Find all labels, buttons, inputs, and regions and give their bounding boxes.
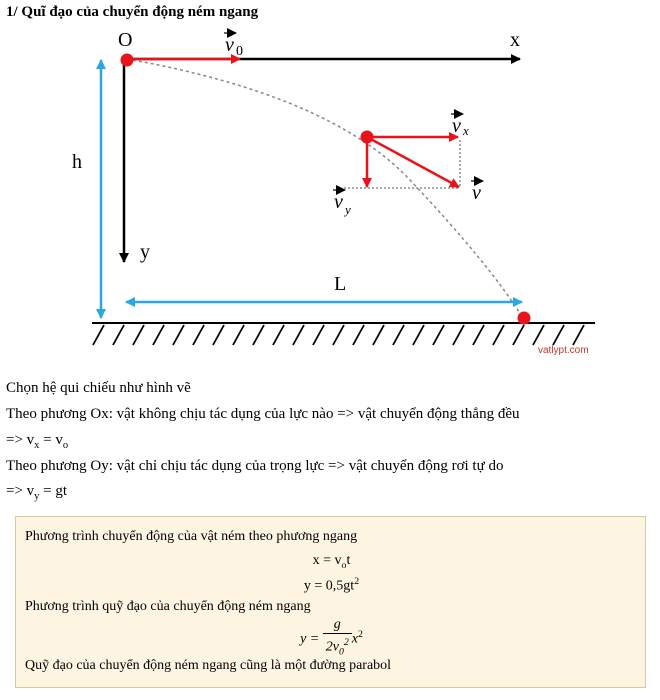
trajectory-equation: y = $\frac{g}{2v_0^2}$ $x^2$ xyxy=(16,617,647,661)
summary-box xyxy=(15,516,646,688)
v0-label xyxy=(224,33,243,59)
height-label: h xyxy=(72,151,82,173)
svg-text:x: x xyxy=(463,123,469,138)
watermark: vatlypt.com xyxy=(538,345,589,356)
text-line-5: => $v_y$ = gt xyxy=(6,483,68,502)
section-heading: 1/ Quĩ đạo của chuyển động ném ngang xyxy=(6,4,259,20)
v-vector xyxy=(367,137,459,187)
mid-point xyxy=(361,131,374,144)
trajectory-title: Phương trình quỹ đạo của chuyển động ném ngang xyxy=(25,599,311,614)
equation-y: $y = 0,5gt^2$ xyxy=(303,576,360,594)
svg-text:v: v xyxy=(334,191,343,213)
trajectory-fraction: $\frac{g}{2v_0^2}$ xyxy=(323,617,352,661)
conclusion-text: Quỹ đạo của chuyển động ném ngang cũng là một đường parabol xyxy=(25,658,392,673)
x-axis-label: x xyxy=(510,29,520,51)
v-label xyxy=(471,181,483,204)
equation-x: $x = v_ot$ xyxy=(312,553,351,571)
text-line-4: Theo phương Oy: vật chỉ chịu tác dụng của trọng lực => vật chuyển động rơi tự do xyxy=(6,458,504,474)
launch-point xyxy=(121,54,134,67)
text-line-1: Chọn hệ qui chiếu như hình vẽ xyxy=(6,380,191,396)
text-line-3: => $v_x = v_o$ xyxy=(6,432,69,451)
svg-text:0: 0 xyxy=(236,44,243,59)
y-axis-label: y xyxy=(140,241,150,263)
impact-point xyxy=(518,312,531,325)
svg-text:v: v xyxy=(225,34,234,56)
equation-title: Phương trình chuyển động của vật ném theo phương ngang xyxy=(25,529,358,544)
svg-text:v: v xyxy=(472,182,481,204)
trajectory-curve xyxy=(127,59,523,318)
ground-hatching xyxy=(93,325,584,345)
range-label: L xyxy=(334,273,347,295)
svg-text:y: y xyxy=(345,202,351,217)
svg-text:v: v xyxy=(452,115,461,137)
vy-label xyxy=(333,190,351,217)
text-line-2: Theo phương Ox: vật không chịu tác dụng của lực nào => vật chuyển động thẳng đều xyxy=(6,406,520,422)
vx-label xyxy=(451,114,469,138)
origin-label: O xyxy=(118,29,133,51)
